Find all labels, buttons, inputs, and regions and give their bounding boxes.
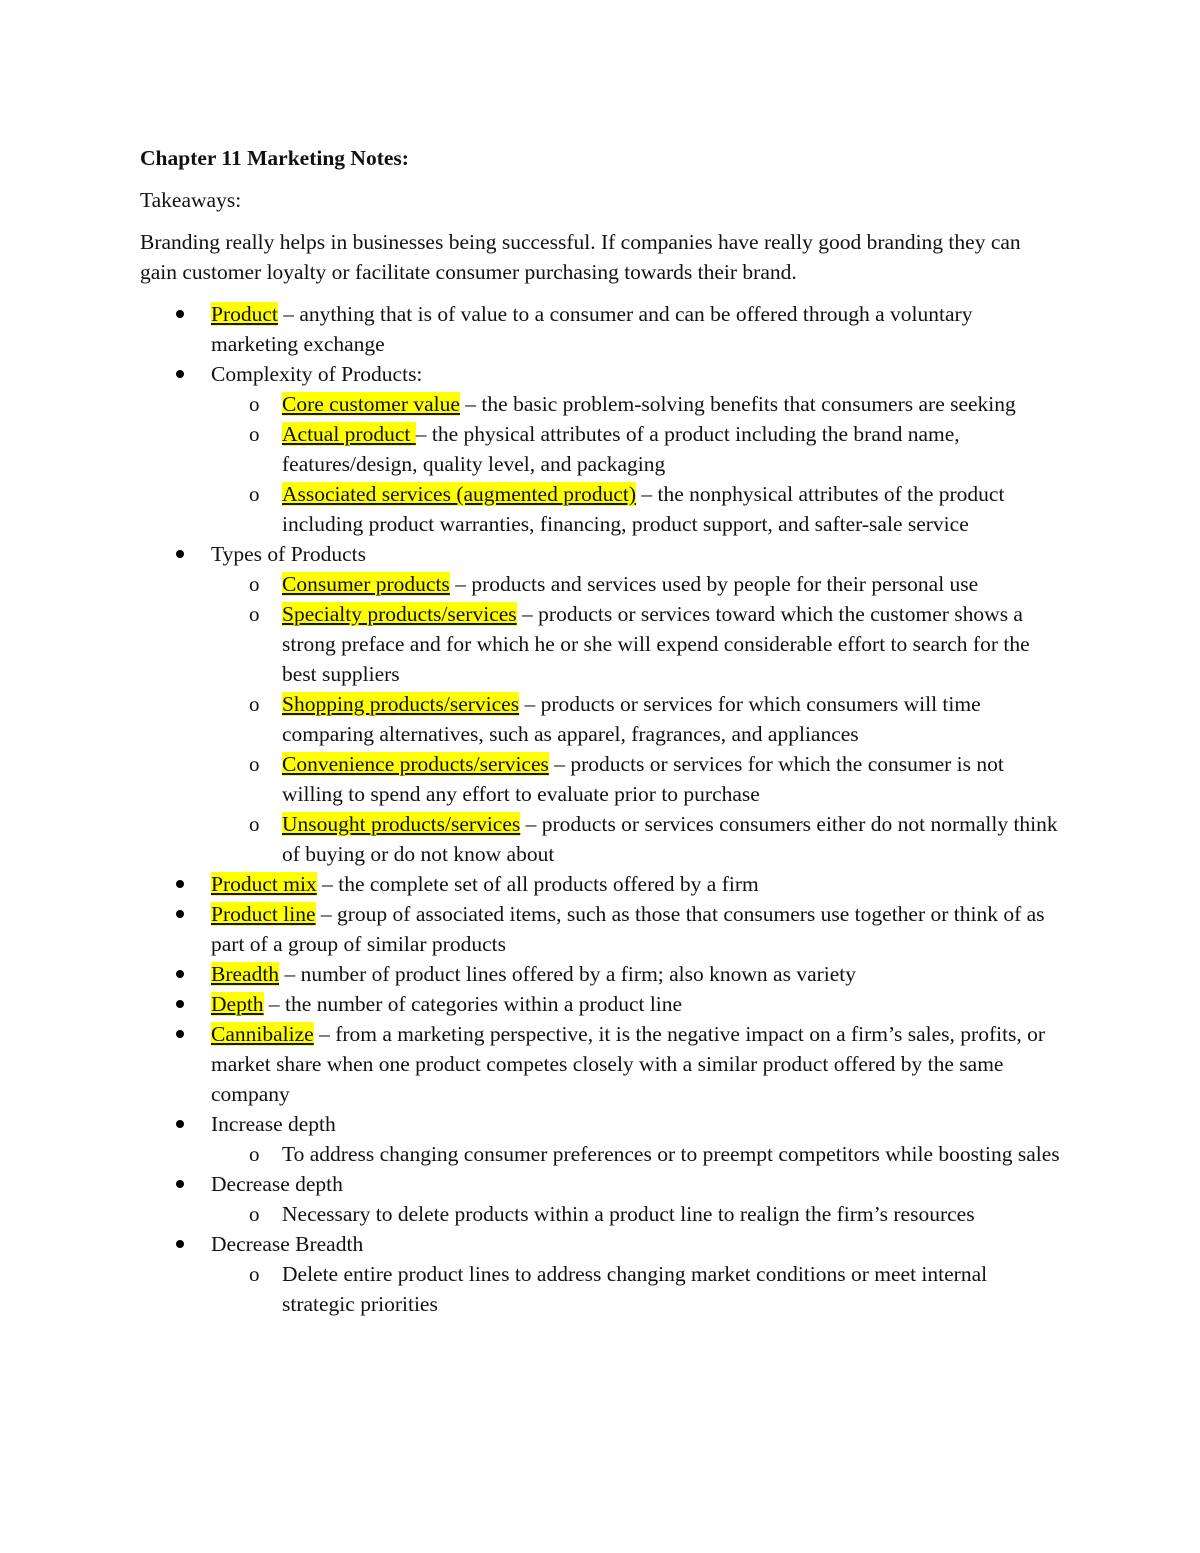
sub-list-item <box>140 389 1060 419</box>
highlighted-term: Product mix <box>211 872 317 896</box>
highlighted-term: Specialty products/services <box>282 602 517 626</box>
highlighted-term: Product <box>211 302 278 326</box>
bullet-dot-icon <box>176 370 184 378</box>
sub-list-item <box>140 809 1060 869</box>
bullet-circle-icon: o <box>249 752 260 776</box>
item-text: – the physical attributes of a product including the brand name, features/design, quality level, and packaging <box>282 422 960 476</box>
item-text: Increase depth <box>211 1112 336 1136</box>
bullet-dot-icon <box>176 1030 184 1038</box>
item-text: – products or services for which consumers will time comparing alternatives, such as apparel, fragrances, and appliances <box>282 692 981 746</box>
highlighted-term: Shopping products/services <box>282 692 520 716</box>
bullet-dot-icon <box>176 880 184 888</box>
item-text: Decrease depth <box>211 1172 343 1196</box>
bullet-dot-icon <box>176 550 184 558</box>
list-item <box>140 869 1060 899</box>
highlighted-term: Breadth <box>211 962 280 986</box>
document-title: Chapter 11 Marketing Notes: <box>140 146 409 170</box>
highlighted-term: Actual product <box>282 422 416 446</box>
list-item <box>140 539 1060 569</box>
intro-paragraph: Branding really helps in businesses being successful. If companies have really good branding they can gain customer loyalty or facilitate consumer purchasing towards their brand. <box>140 230 1021 284</box>
sub-list-item <box>140 1199 1060 1229</box>
item-text: Decrease Breadth <box>211 1232 364 1256</box>
sub-list-item <box>140 689 1060 749</box>
item-text: – the number of categories within a product line <box>263 992 683 1016</box>
item-text: Types of Products <box>211 542 366 566</box>
document-page <box>140 143 1060 1319</box>
sub-list-item <box>140 749 1060 809</box>
sub-list-item <box>140 599 1060 689</box>
bullet-dot-icon <box>176 1240 184 1248</box>
item-text: – the basic problem-solving benefits that consumers are seeking <box>459 392 1016 416</box>
bullet-circle-icon: o <box>249 602 260 626</box>
item-text: Delete entire product lines to address changing market conditions or meet internal strategic priorities <box>282 1262 988 1316</box>
item-text: – products or services toward which the customer shows a strong preface and for which he or she will expend considerable effort to search for the best suppliers <box>282 602 1030 686</box>
item-text: – products or services for which the consumer is not willing to spend any effort to evaluate prior to purchase <box>282 752 1004 806</box>
list-item <box>140 1019 1060 1109</box>
item-text: – the nonphysical attributes of the product including product warranties, financing, product support, and safter-sale service <box>282 482 1005 536</box>
bullet-dot-icon <box>176 910 184 918</box>
list-item <box>140 989 1060 1019</box>
bullet-circle-icon: o <box>249 1142 260 1166</box>
bullet-dot-icon <box>176 310 184 318</box>
list-item <box>140 1109 1060 1139</box>
bullet-dot-icon <box>176 970 184 978</box>
list-item <box>140 359 1060 389</box>
highlighted-term: Convenience products/services <box>282 752 549 776</box>
notes-list <box>140 299 1060 1319</box>
sub-list-item <box>140 479 1060 539</box>
item-text: – number of product lines offered by a firm; also known as variety <box>279 962 857 986</box>
bullet-circle-icon: o <box>249 422 260 446</box>
item-text: – the complete set of all products offered by a firm <box>316 872 759 896</box>
bullet-circle-icon: o <box>249 572 260 596</box>
sub-list-item <box>140 1139 1060 1169</box>
bullet-dot-icon <box>176 1120 184 1128</box>
takeaways-label: Takeaways: <box>140 188 242 212</box>
highlighted-term: Product line <box>211 902 316 926</box>
bullet-circle-icon: o <box>249 692 260 716</box>
item-text: – products or services consumers either do not normally think of buying or do not know about <box>282 812 1058 866</box>
item-text: Complexity of Products: <box>211 362 423 386</box>
highlighted-term: Depth <box>211 992 264 1016</box>
list-item <box>140 1169 1060 1199</box>
item-text: To address changing consumer preferences or to preempt competitors while boosting sales <box>282 1142 1060 1166</box>
item-text: Necessary to delete products within a product line to realign the firm’s resources <box>282 1202 975 1226</box>
bullet-dot-icon <box>176 1000 184 1008</box>
item-text: – group of associated items, such as those that consumers use together or think of as part of a group of similar products <box>211 902 1045 956</box>
highlighted-term: Cannibalize <box>211 1022 314 1046</box>
list-item <box>140 1229 1060 1259</box>
highlighted-term: Consumer products <box>282 572 450 596</box>
item-text: – products and services used by people for their personal use <box>449 572 979 596</box>
bullet-dot-icon <box>176 1180 184 1188</box>
highlighted-term: Unsought products/services <box>282 812 521 836</box>
list-item <box>140 899 1060 959</box>
bullet-circle-icon: o <box>249 1262 260 1286</box>
sub-list-item <box>140 1259 1060 1319</box>
bullet-circle-icon: o <box>249 1202 260 1226</box>
list-item <box>140 959 1060 989</box>
bullet-circle-icon: o <box>249 392 260 416</box>
bullet-circle-icon: o <box>249 482 260 506</box>
highlighted-term: Associated services (augmented product) <box>282 482 637 506</box>
bullet-circle-icon: o <box>249 812 260 836</box>
item-text: – from a marketing perspective, it is the negative impact on a firm’s sales, profits, or market share when one product competes closely with a similar product offered by the same company <box>211 1022 1046 1106</box>
highlighted-term: Core customer value <box>282 392 460 416</box>
list-item <box>140 299 1060 359</box>
sub-list-item <box>140 569 1060 599</box>
item-text: – anything that is of value to a consumer and can be offered through a voluntary marketing exchange <box>211 302 973 356</box>
sub-list-item <box>140 419 1060 479</box>
